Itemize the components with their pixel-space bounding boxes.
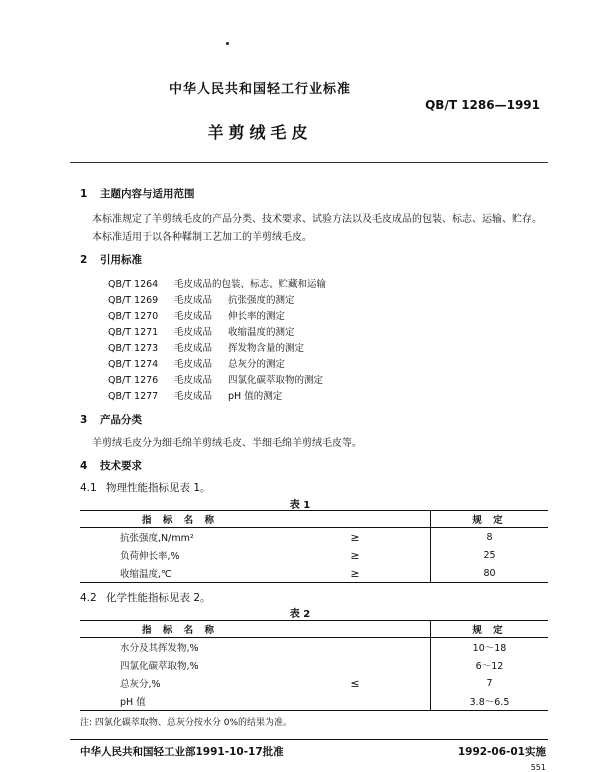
subsection-4-1 (80, 480, 211, 495)
comparison-symbol: ≥ (280, 564, 431, 583)
reference-title: 收缩温度的测定 (228, 327, 295, 338)
comparison-symbol (280, 692, 431, 711)
subsection-number: 4.2 (80, 592, 97, 604)
reference-category: 毛皮成品 (174, 311, 213, 322)
standard-code: QB/T 1286—1991 (425, 98, 540, 112)
table-row (80, 638, 548, 657)
header-specification: 规 定 (431, 511, 549, 528)
indicator-name: 总灰分,% (120, 679, 161, 690)
document-title: 羊剪绒毛皮 (207, 123, 313, 142)
section-number: 2 (80, 254, 88, 266)
table-1 (80, 510, 548, 583)
approval-line: 中华人民共和国轻工业部1991-10-17批准 (80, 746, 284, 758)
table-1-caption: 表 1 (289, 500, 311, 511)
reference-item (108, 292, 295, 306)
table-2-note: 注: 四氯化碳萃取物、总灰分按水分 0%的结果为准。 (80, 718, 293, 728)
reference-title: 抗张强度的测定 (228, 295, 295, 306)
header-indicator-name: 指 标 名 称 (80, 511, 280, 528)
table-row (80, 656, 548, 674)
section-title: 产品分类 (100, 414, 142, 426)
section-3-heading (80, 412, 142, 427)
reference-code: QB/T 1264 (108, 279, 159, 290)
reference-title: 毛皮成品的包装、标志、贮藏和运输 (174, 279, 327, 290)
specification-value: 7 (431, 674, 549, 692)
reference-code: QB/T 1277 (108, 391, 159, 402)
specification-value: 3.8～6.5 (431, 692, 549, 711)
section-number: 4 (80, 460, 88, 472)
subsection-4-2 (80, 590, 211, 605)
indicator-name: 水分及其挥发物,% (120, 643, 199, 654)
table-row (80, 564, 548, 583)
subsection-text: 物理性能指标见表 1。 (106, 482, 211, 494)
reference-item (108, 276, 326, 290)
comparison-symbol: ≤ (350, 676, 360, 690)
table-row (80, 692, 548, 711)
reference-code: QB/T 1271 (108, 327, 159, 338)
indicator-name: 四氯化碳萃取物,% (120, 661, 199, 672)
section-4-heading (80, 458, 142, 473)
specification-value: 10～18 (431, 638, 549, 657)
reference-item (108, 372, 323, 386)
subsection-text: 化学性能指标见表 2。 (106, 592, 211, 604)
reference-title: 挥发物含量的测定 (228, 343, 305, 354)
reference-code: QB/T 1269 (108, 295, 159, 306)
page-number: 551 (530, 763, 546, 772)
reference-item (108, 340, 304, 354)
header-divider (70, 162, 548, 163)
reference-title: 伸长率的测定 (228, 311, 286, 322)
section-1-paragraph-2: 本标准适用于以各种鞣制工艺加工的羊剪绒毛皮。 (92, 232, 312, 243)
section-3-paragraph: 羊剪绒毛皮分为细毛绵羊剪绒毛皮、半细毛绵羊剪绒毛皮等。 (92, 438, 362, 449)
specification-value: 25 (431, 546, 549, 564)
comparison-symbol: ≥ (350, 548, 360, 562)
section-2-heading (80, 252, 142, 267)
reference-title: pH 值的测定 (228, 391, 283, 402)
table-row (80, 546, 548, 564)
section-number: 3 (80, 414, 88, 426)
header-specification: 规 定 (431, 621, 549, 638)
specification-value: 6～12 (431, 656, 549, 674)
reference-item (108, 388, 282, 402)
section-number: 1 (80, 188, 88, 200)
reference-code: QB/T 1276 (108, 375, 159, 386)
reference-code: QB/T 1274 (108, 359, 159, 370)
section-title: 技术要求 (100, 460, 142, 472)
section-title: 引用标准 (100, 254, 142, 266)
reference-title: 四氯化碳萃取物的测定 (228, 375, 324, 386)
table-row (80, 674, 548, 692)
section-1-heading (80, 186, 195, 201)
section-1-paragraph-1: 本标准规定了羊剪绒毛皮的产品分类、技术要求、试验方法以及毛皮成品的包装、标志、运输、贮存。 (92, 214, 542, 225)
indicator-name: 抗张强度,N/mm² (120, 533, 194, 544)
reference-category: 毛皮成品 (174, 343, 213, 354)
issuing-organization: 中华人民共和国轻工行业标准 (168, 82, 351, 97)
footer-divider (70, 739, 548, 740)
header-indicator-name: 指 标 名 称 (80, 621, 280, 638)
speck-mark (226, 42, 229, 45)
implementation-date: 1992-06-01实施 (457, 746, 546, 758)
reference-code: QB/T 1270 (108, 311, 159, 322)
header-symbol (280, 511, 431, 528)
reference-category: 毛皮成品 (174, 295, 213, 306)
reference-item (108, 308, 285, 322)
subsection-number: 4.1 (80, 482, 97, 494)
section-title: 主题内容与适用范围 (100, 188, 195, 200)
indicator-name: pH 值 (80, 692, 280, 711)
indicator-name: 收缩温度,℃ (80, 564, 280, 583)
reference-item (108, 324, 295, 338)
table-2-caption: 表 2 (289, 609, 311, 620)
reference-title: 总灰分的测定 (228, 359, 286, 370)
specification-value: 8 (431, 528, 549, 547)
comparison-symbol (280, 656, 431, 674)
table-header-row (80, 621, 548, 638)
table-2 (80, 620, 548, 711)
comparison-symbol (280, 638, 431, 657)
header-symbol (280, 621, 431, 638)
table-header-row (80, 511, 548, 528)
reference-item (108, 356, 285, 370)
table-row (80, 528, 548, 547)
reference-code: QB/T 1273 (108, 343, 159, 354)
comparison-symbol: ≥ (350, 530, 360, 544)
indicator-name: 负荷伸长率,% (120, 551, 180, 562)
specification-value: 80 (431, 564, 549, 583)
reference-category: 毛皮成品 (174, 375, 213, 386)
reference-category: 毛皮成品 (174, 391, 213, 402)
reference-category: 毛皮成品 (174, 327, 213, 338)
reference-category: 毛皮成品 (174, 359, 213, 370)
